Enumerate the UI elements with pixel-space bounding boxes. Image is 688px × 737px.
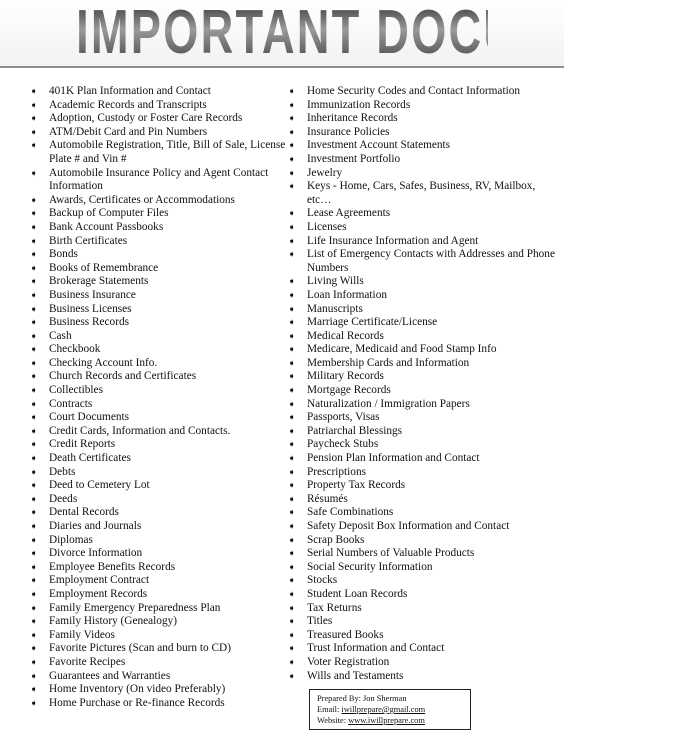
list-item: [30, 683, 290, 697]
list-item: [30, 330, 290, 344]
arrow-bullet-icon: ➧: [30, 548, 38, 559]
list-item: [30, 398, 290, 412]
arrow-bullet-icon: ➧: [288, 656, 296, 667]
list-item-label: Jewelry: [307, 166, 343, 179]
list-item: [288, 275, 558, 289]
arrow-bullet-icon: ➧: [288, 99, 296, 110]
list-item-label: Investment Portfolio: [307, 152, 401, 165]
list-item-label: Employment Records: [49, 587, 148, 600]
credit-box: [309, 689, 471, 730]
arrow-bullet-icon: ➧: [288, 113, 296, 124]
list-item: [30, 194, 290, 208]
list-item: [288, 85, 558, 99]
list-item: [30, 425, 290, 439]
list-item: [288, 642, 558, 656]
list-item-label: Home Security Codes and Contact Information: [307, 85, 521, 97]
list-item-label: Checking Account Info.: [49, 356, 158, 369]
list-item-label: Deed to Cemetery Lot: [49, 479, 150, 492]
list-item-label: Voter Registration: [307, 655, 390, 668]
arrow-bullet-icon: ➧: [288, 357, 296, 368]
list-item: [288, 370, 558, 384]
arrow-bullet-icon: ➧: [30, 140, 38, 151]
arrow-bullet-icon: ➧: [288, 86, 296, 96]
list-item-label: Cash: [49, 329, 72, 342]
list-item-label: Home Purchase or Re-finance Records: [49, 696, 225, 709]
list-item: [288, 343, 558, 357]
list-item-label: Collectibles: [49, 384, 103, 397]
arrow-bullet-icon: ➧: [288, 629, 296, 640]
arrow-bullet-icon: ➧: [288, 670, 296, 681]
list-item: [30, 221, 290, 235]
list-item: [30, 520, 290, 534]
list-item: [30, 343, 290, 357]
list-item-label: Business Records: [49, 316, 130, 329]
list-item: [288, 248, 558, 275]
list-item: [288, 588, 558, 602]
list-item-label: Automobile Registration, Title, Bill of Sale, License Plate # and Vin #: [49, 139, 286, 165]
arrow-bullet-icon: ➧: [288, 181, 296, 192]
list-item: [288, 452, 558, 466]
list-item: [288, 425, 558, 439]
list-item: [30, 303, 290, 317]
arrow-bullet-icon: ➧: [288, 534, 296, 545]
list-item: [30, 588, 290, 602]
arrow-bullet-icon: ➧: [288, 588, 296, 599]
email-link[interactable]: iwillprepare@gmail.com: [341, 705, 426, 714]
arrow-bullet-icon: ➧: [30, 398, 38, 409]
arrow-bullet-icon: ➧: [30, 575, 38, 586]
arrow-bullet-icon: ➧: [288, 317, 296, 328]
arrow-bullet-icon: ➧: [30, 303, 38, 314]
list-item-label: Investment Account Statements: [307, 139, 451, 152]
list-item: [30, 452, 290, 466]
arrow-bullet-icon: ➧: [288, 521, 296, 531]
list-item-label: Living Wills: [307, 275, 364, 288]
list-item-label: List of Emergency Contacts with Addresses and Phone Numbers: [307, 248, 555, 274]
list-item: [30, 602, 290, 616]
list-item: [30, 493, 290, 507]
arrow-bullet-icon: ➧: [30, 534, 38, 545]
list-item: [30, 574, 290, 588]
list-item-label: Tax Returns: [307, 601, 362, 614]
list-item: [288, 112, 558, 126]
list-item: [30, 534, 290, 548]
list-item: [288, 316, 558, 330]
arrow-bullet-icon: ➧: [30, 126, 38, 137]
list-item: [30, 384, 290, 398]
arrow-bullet-icon: ➧: [288, 208, 296, 219]
list-item-label: Contracts: [49, 397, 93, 410]
email-line: [317, 704, 470, 715]
list-item-label: Court Documents: [49, 411, 130, 424]
list-item: [288, 180, 558, 207]
list-item: [288, 506, 558, 520]
list-item-label: Medicare, Medicaid and Food Stamp Info: [307, 343, 497, 356]
arrow-bullet-icon: ➧: [30, 289, 38, 300]
list-item-label: Mortgage Records: [307, 384, 391, 397]
arrow-bullet-icon: ➧: [288, 398, 296, 409]
list-item: [30, 642, 290, 656]
list-item-label: Favorite Pictures (Scan and burn to CD): [49, 642, 231, 655]
arrow-bullet-icon: ➧: [30, 493, 38, 504]
list-item: [30, 615, 290, 629]
website-label: Website:: [317, 716, 349, 725]
list-item: [30, 670, 290, 684]
list-item: [30, 112, 290, 126]
arrow-bullet-icon: ➧: [30, 276, 38, 287]
list-item-label: Serial Numbers of Valuable Products: [307, 547, 475, 560]
list-item-label: Credit Cards, Information and Contacts.: [49, 424, 231, 437]
list-item-label: Résumés: [307, 492, 348, 505]
list-item-label: Credit Reports: [49, 438, 116, 451]
arrow-bullet-icon: ➧: [30, 99, 38, 110]
list-item: [30, 85, 290, 99]
arrow-bullet-icon: ➧: [30, 344, 38, 355]
list-item-label: Licenses: [307, 220, 347, 233]
arrow-bullet-icon: ➧: [30, 439, 38, 450]
list-item: [288, 629, 558, 643]
list-item: [30, 235, 290, 249]
list-item-label: Debts: [49, 465, 76, 478]
arrow-bullet-icon: ➧: [30, 235, 38, 246]
arrow-bullet-icon: ➧: [30, 371, 38, 382]
list-item-label: Home Inventory (On video Preferably): [49, 683, 226, 696]
list-item-label: Medical Records: [307, 329, 384, 342]
arrow-bullet-icon: ➧: [30, 357, 38, 368]
list-item: [288, 602, 558, 616]
list-item: [288, 207, 558, 221]
list-item-label: Dental Records: [49, 506, 119, 519]
arrow-bullet-icon: ➧: [288, 167, 296, 178]
list-item-label: Trust Information and Contact: [307, 642, 445, 655]
arrow-bullet-icon: ➧: [30, 385, 38, 396]
arrow-bullet-icon: ➧: [30, 412, 38, 423]
list-item-label: Divorce Information: [49, 547, 143, 560]
arrow-bullet-icon: ➧: [288, 249, 296, 260]
arrow-bullet-icon: ➧: [30, 317, 38, 328]
list-item-label: Treasured Books: [307, 628, 384, 641]
list-item-label: Backup of Computer Files: [49, 207, 169, 220]
arrow-bullet-icon: ➧: [288, 221, 296, 232]
list-item: [288, 547, 558, 561]
arrow-bullet-icon: ➧: [30, 466, 38, 477]
right-column: [288, 85, 558, 683]
list-item: [288, 520, 558, 534]
arrow-bullet-icon: ➧: [30, 561, 38, 572]
arrow-bullet-icon: ➧: [30, 602, 38, 613]
arrow-bullet-icon: ➧: [288, 561, 296, 572]
list-item-label: Business Insurance: [49, 288, 136, 301]
arrow-bullet-icon: ➧: [30, 194, 38, 205]
arrow-bullet-icon: ➧: [288, 493, 296, 504]
list-item-label: Military Records: [307, 370, 384, 383]
list-item-label: Business Licenses: [49, 302, 132, 315]
arrow-bullet-icon: ➧: [30, 697, 38, 708]
list-item-label: Titles: [307, 615, 333, 628]
arrow-bullet-icon: ➧: [30, 208, 38, 219]
list-item-label: Diaries and Journals: [49, 520, 142, 532]
arrow-bullet-icon: ➧: [288, 616, 296, 627]
list-item-label: Prescriptions: [307, 465, 366, 478]
arrow-bullet-icon: ➧: [30, 588, 38, 599]
list-item: [288, 534, 558, 548]
list-item: [30, 479, 290, 493]
list-item: [30, 275, 290, 289]
list-item: [288, 167, 558, 181]
title-band: [0, 0, 688, 68]
list-item: [288, 126, 558, 140]
right-document-list: [288, 85, 558, 683]
arrow-bullet-icon: ➧: [288, 140, 296, 151]
list-item: [288, 357, 558, 371]
arrow-bullet-icon: ➧: [288, 330, 296, 341]
arrow-bullet-icon: ➧: [30, 643, 38, 654]
list-item: [288, 289, 558, 303]
left-column: [30, 85, 290, 710]
list-item: [288, 615, 558, 629]
list-item-label: Student Loan Records: [307, 587, 408, 600]
list-item-label: Family History (Genealogy): [49, 615, 178, 628]
email-label: Email:: [317, 705, 342, 714]
arrow-bullet-icon: ➧: [288, 602, 296, 613]
list-item: [30, 561, 290, 575]
arrow-bullet-icon: ➧: [288, 548, 296, 559]
list-item-label: Immunization Records: [307, 98, 411, 111]
list-item: [30, 466, 290, 480]
list-item-label: Social Security Information: [307, 560, 433, 573]
list-item: [288, 384, 558, 398]
arrow-bullet-icon: ➧: [30, 629, 38, 640]
list-item-label: Passports, Visas: [307, 411, 380, 424]
list-item: [288, 99, 558, 113]
arrow-bullet-icon: ➧: [288, 439, 296, 450]
list-item-label: Life Insurance Information and Agent: [307, 234, 479, 247]
list-item-label: Lease Agreements: [307, 207, 391, 220]
arrow-bullet-icon: ➧: [30, 453, 38, 464]
arrow-bullet-icon: ➧: [288, 453, 296, 464]
prepared-by: Prepared By: Jon Sherman: [317, 694, 407, 703]
list-item-label: Family Videos: [49, 628, 115, 641]
list-item-label: Safety Deposit Box Information and Contact: [307, 520, 510, 532]
list-item: [288, 330, 558, 344]
arrow-bullet-icon: ➧: [30, 670, 38, 681]
list-item-label: Checkbook: [49, 343, 101, 356]
list-item-label: Keys - Home, Cars, Safes, Business, RV, Mailbox, etc…: [307, 180, 536, 206]
arrow-bullet-icon: ➧: [288, 480, 296, 491]
list-item: [288, 479, 558, 493]
arrow-bullet-icon: ➧: [288, 385, 296, 396]
list-item: [30, 316, 290, 330]
list-item-label: ATM/Debit Card and Pin Numbers: [49, 125, 208, 138]
list-item-label: Patriarchal Blessings: [307, 424, 403, 437]
list-item-label: Adoption, Custody or Foster Care Records: [49, 112, 243, 125]
list-item: [30, 370, 290, 384]
list-item: [30, 438, 290, 452]
list-item: [30, 99, 290, 113]
list-item: [288, 574, 558, 588]
list-item: [30, 167, 290, 194]
list-item-label: Inheritance Records: [307, 112, 398, 125]
list-item: [30, 139, 290, 166]
list-item-label: Insurance Policies: [307, 125, 390, 138]
arrow-bullet-icon: ➧: [30, 262, 38, 273]
list-item: [30, 126, 290, 140]
website-link[interactable]: www.iwillprepare.com: [348, 716, 425, 725]
list-item-label: Wills and Testaments: [307, 669, 404, 682]
list-item: [30, 248, 290, 262]
arrow-bullet-icon: ➧: [30, 330, 38, 341]
list-item: [30, 697, 290, 711]
list-item: [288, 561, 558, 575]
list-item-label: Favorite Recipes: [49, 655, 126, 668]
arrow-bullet-icon: ➧: [30, 249, 38, 260]
list-item-label: Employee Benefits Records: [49, 560, 176, 573]
arrow-bullet-icon: ➧: [288, 276, 296, 287]
list-item: [288, 438, 558, 452]
arrow-bullet-icon: ➧: [30, 480, 38, 491]
arrow-bullet-icon: ➧: [30, 86, 38, 96]
arrow-bullet-icon: ➧: [288, 303, 296, 314]
list-item-label: Brokerage Statements: [49, 275, 149, 288]
list-item: [288, 235, 558, 249]
list-item-label: Death Certificates: [49, 452, 131, 465]
list-item-label: Naturalization / Immigration Papers: [307, 397, 470, 410]
list-item-label: Books of Remembrance: [49, 261, 159, 274]
arrow-bullet-icon: ➧: [288, 126, 296, 137]
list-item-label: Diplomas: [49, 533, 93, 546]
list-item-label: Birth Certificates: [49, 234, 128, 247]
website-line: [317, 715, 470, 726]
list-item: [30, 629, 290, 643]
arrow-bullet-icon: ➧: [30, 507, 38, 518]
list-item-label: Employment Contract: [49, 574, 150, 587]
list-item: [30, 506, 290, 520]
list-item: [30, 547, 290, 561]
list-item-label: 401K Plan Information and Contact: [49, 85, 211, 97]
arrow-bullet-icon: ➧: [30, 221, 38, 232]
list-item: [288, 411, 558, 425]
list-item: [30, 289, 290, 303]
list-item-label: Marriage Certificate/License: [307, 316, 438, 329]
left-document-list: [30, 85, 290, 710]
arrow-bullet-icon: ➧: [288, 289, 296, 300]
list-item: [288, 670, 558, 684]
list-item-label: Guarantees and Warranties: [49, 669, 171, 682]
arrow-bullet-icon: ➧: [288, 235, 296, 246]
arrow-bullet-icon: ➧: [288, 344, 296, 355]
list-item: [30, 357, 290, 371]
arrow-bullet-icon: ➧: [30, 656, 38, 667]
arrow-bullet-icon: ➧: [30, 425, 38, 436]
list-item-label: Paycheck Stubs: [307, 438, 379, 451]
list-item-label: Bonds: [49, 248, 78, 261]
list-item-label: Bank Account Passbooks: [49, 220, 164, 233]
list-item-label: Property Tax Records: [307, 479, 406, 492]
arrow-bullet-icon: ➧: [30, 616, 38, 627]
arrow-bullet-icon: ➧: [30, 684, 38, 695]
list-item: [288, 153, 558, 167]
list-item-label: Stocks: [307, 574, 338, 587]
list-item-label: Loan Information: [307, 288, 387, 301]
arrow-bullet-icon: ➧: [288, 466, 296, 477]
arrow-bullet-icon: ➧: [288, 371, 296, 382]
list-item: [288, 398, 558, 412]
list-item: [288, 656, 558, 670]
list-item-label: Manuscripts: [307, 302, 363, 315]
list-item: [288, 493, 558, 507]
arrow-bullet-icon: ➧: [30, 167, 38, 178]
list-item-label: Family Emergency Preparedness Plan: [49, 601, 221, 614]
list-item-label: Academic Records and Transcripts: [49, 98, 207, 111]
arrow-bullet-icon: ➧: [288, 425, 296, 436]
list-item-label: Deeds: [49, 492, 78, 505]
arrow-bullet-icon: ➧: [288, 507, 296, 518]
list-item: [30, 207, 290, 221]
list-item-label: Scrap Books: [307, 533, 365, 546]
list-item: [288, 221, 558, 235]
arrow-bullet-icon: ➧: [288, 412, 296, 423]
list-item-label: Awards, Certificates or Accommodations: [49, 193, 235, 206]
arrow-bullet-icon: ➧: [288, 643, 296, 654]
list-item: [288, 303, 558, 317]
arrow-bullet-icon: ➧: [288, 575, 296, 586]
list-item-label: Membership Cards and Information: [307, 356, 470, 369]
list-item: [30, 656, 290, 670]
list-item: [288, 139, 558, 153]
list-item-label: Automobile Insurance Policy and Agent Contact Information: [49, 166, 269, 193]
list-item-label: Safe Combinations: [307, 506, 394, 519]
list-item: [30, 411, 290, 425]
page-title: IMPORTANT DOCUMENTS: [76, 0, 688, 67]
list-item-label: Church Records and Certificates: [49, 370, 197, 383]
list-item: [30, 262, 290, 276]
arrow-bullet-icon: ➧: [30, 521, 38, 531]
list-item-label: Pension Plan Information and Contact: [307, 452, 480, 465]
arrow-bullet-icon: ➧: [30, 113, 38, 124]
list-item: [288, 466, 558, 480]
arrow-bullet-icon: ➧: [288, 153, 296, 164]
